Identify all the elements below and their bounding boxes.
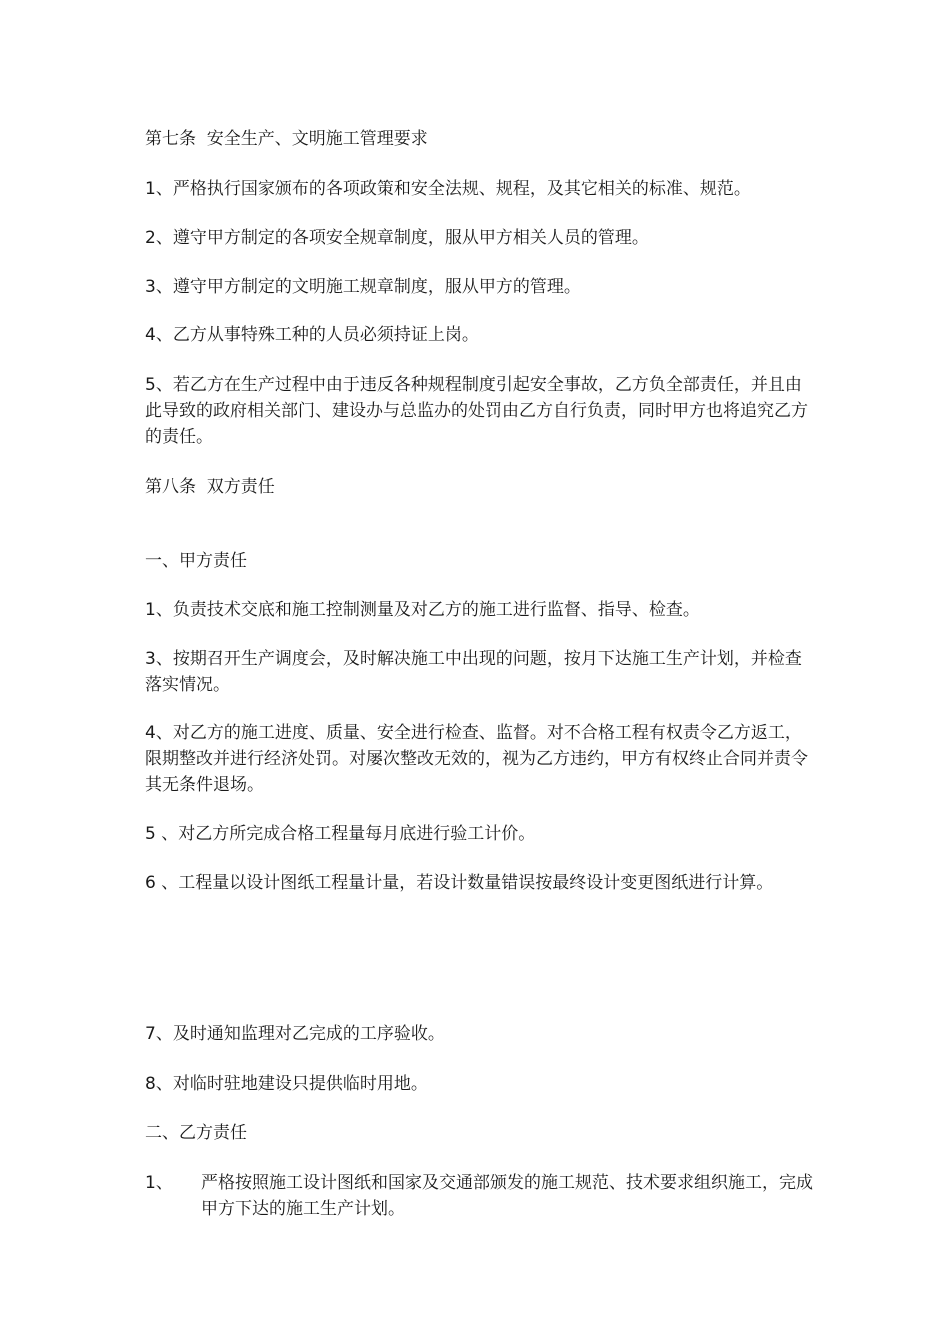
party-b-heading: 二、乙方责任 — [145, 1123, 247, 1143]
party-a-item-4: 4、对乙方的施工进度、质量、安全进行检查、监督。对不合格工程有权责令乙方返工，限期整改并进行经济处罚。对屡次整改无效的，视为乙方违约，甲方有权终止合同并责令其无条件退场。 — [145, 723, 808, 795]
party-a-item-1: 1、负责技术交底和施工控制测量及对乙方的施工进行监督、指导、检查。 — [145, 600, 700, 620]
party-b-item-number: 1、 — [145, 1173, 173, 1193]
article-7-item-4: 4、乙方从事特殊工种的人员必须持证上岗。 — [145, 325, 479, 345]
article-7-item-1: 1、严格执行国家颁布的各项政策和安全法规、规程，及其它相关的标准、规范。 — [145, 179, 751, 199]
party-a-item-8: 8、对临时驻地建设只提供临时用地。 — [145, 1074, 428, 1094]
article-8-title: 第八条 双方责任 — [145, 477, 275, 497]
article-7-item-2: 2、遵守甲方制定的各项安全规章制度，服从甲方相关人员的管理。 — [145, 228, 649, 248]
party-a-item-6: 6 、工程量以设计图纸工程量计量，若设计数量错误按最终设计变更图纸进行计算。 — [145, 873, 774, 893]
party-a-item-5: 5 、对乙方所完成合格工程量每月底进行验工计价。 — [145, 824, 536, 844]
article-7-item-5: 5、若乙方在生产过程中由于违反各种规程制度引起安全事故，乙方负全部责任，并且由此导致的政府相关部门、建设办与总监办的处罚由乙方自行负责，同时甲方也将追究乙方的责任。 — [145, 375, 808, 447]
article-7-title: 第七条 安全生产、文明施工管理要求 — [145, 129, 428, 149]
article-7-item-3: 3、遵守甲方制定的文明施工规章制度，服从甲方的管理。 — [145, 277, 581, 297]
party-a-heading: 一、甲方责任 — [145, 551, 247, 571]
party-b-item-text: 严格按照施工设计图纸和国家及交通部颁发的施工规范、技术要求组织施工，完成甲方下达的施工生产计划。 — [201, 1173, 813, 1219]
party-a-item-3: 3、按期召开生产调度会，及时解决施工中出现的问题，按月下达施工生产计划，并检查落实情况。 — [145, 649, 802, 695]
party-a-item-7: 7、及时通知监理对乙完成的工序验收。 — [145, 1024, 445, 1044]
